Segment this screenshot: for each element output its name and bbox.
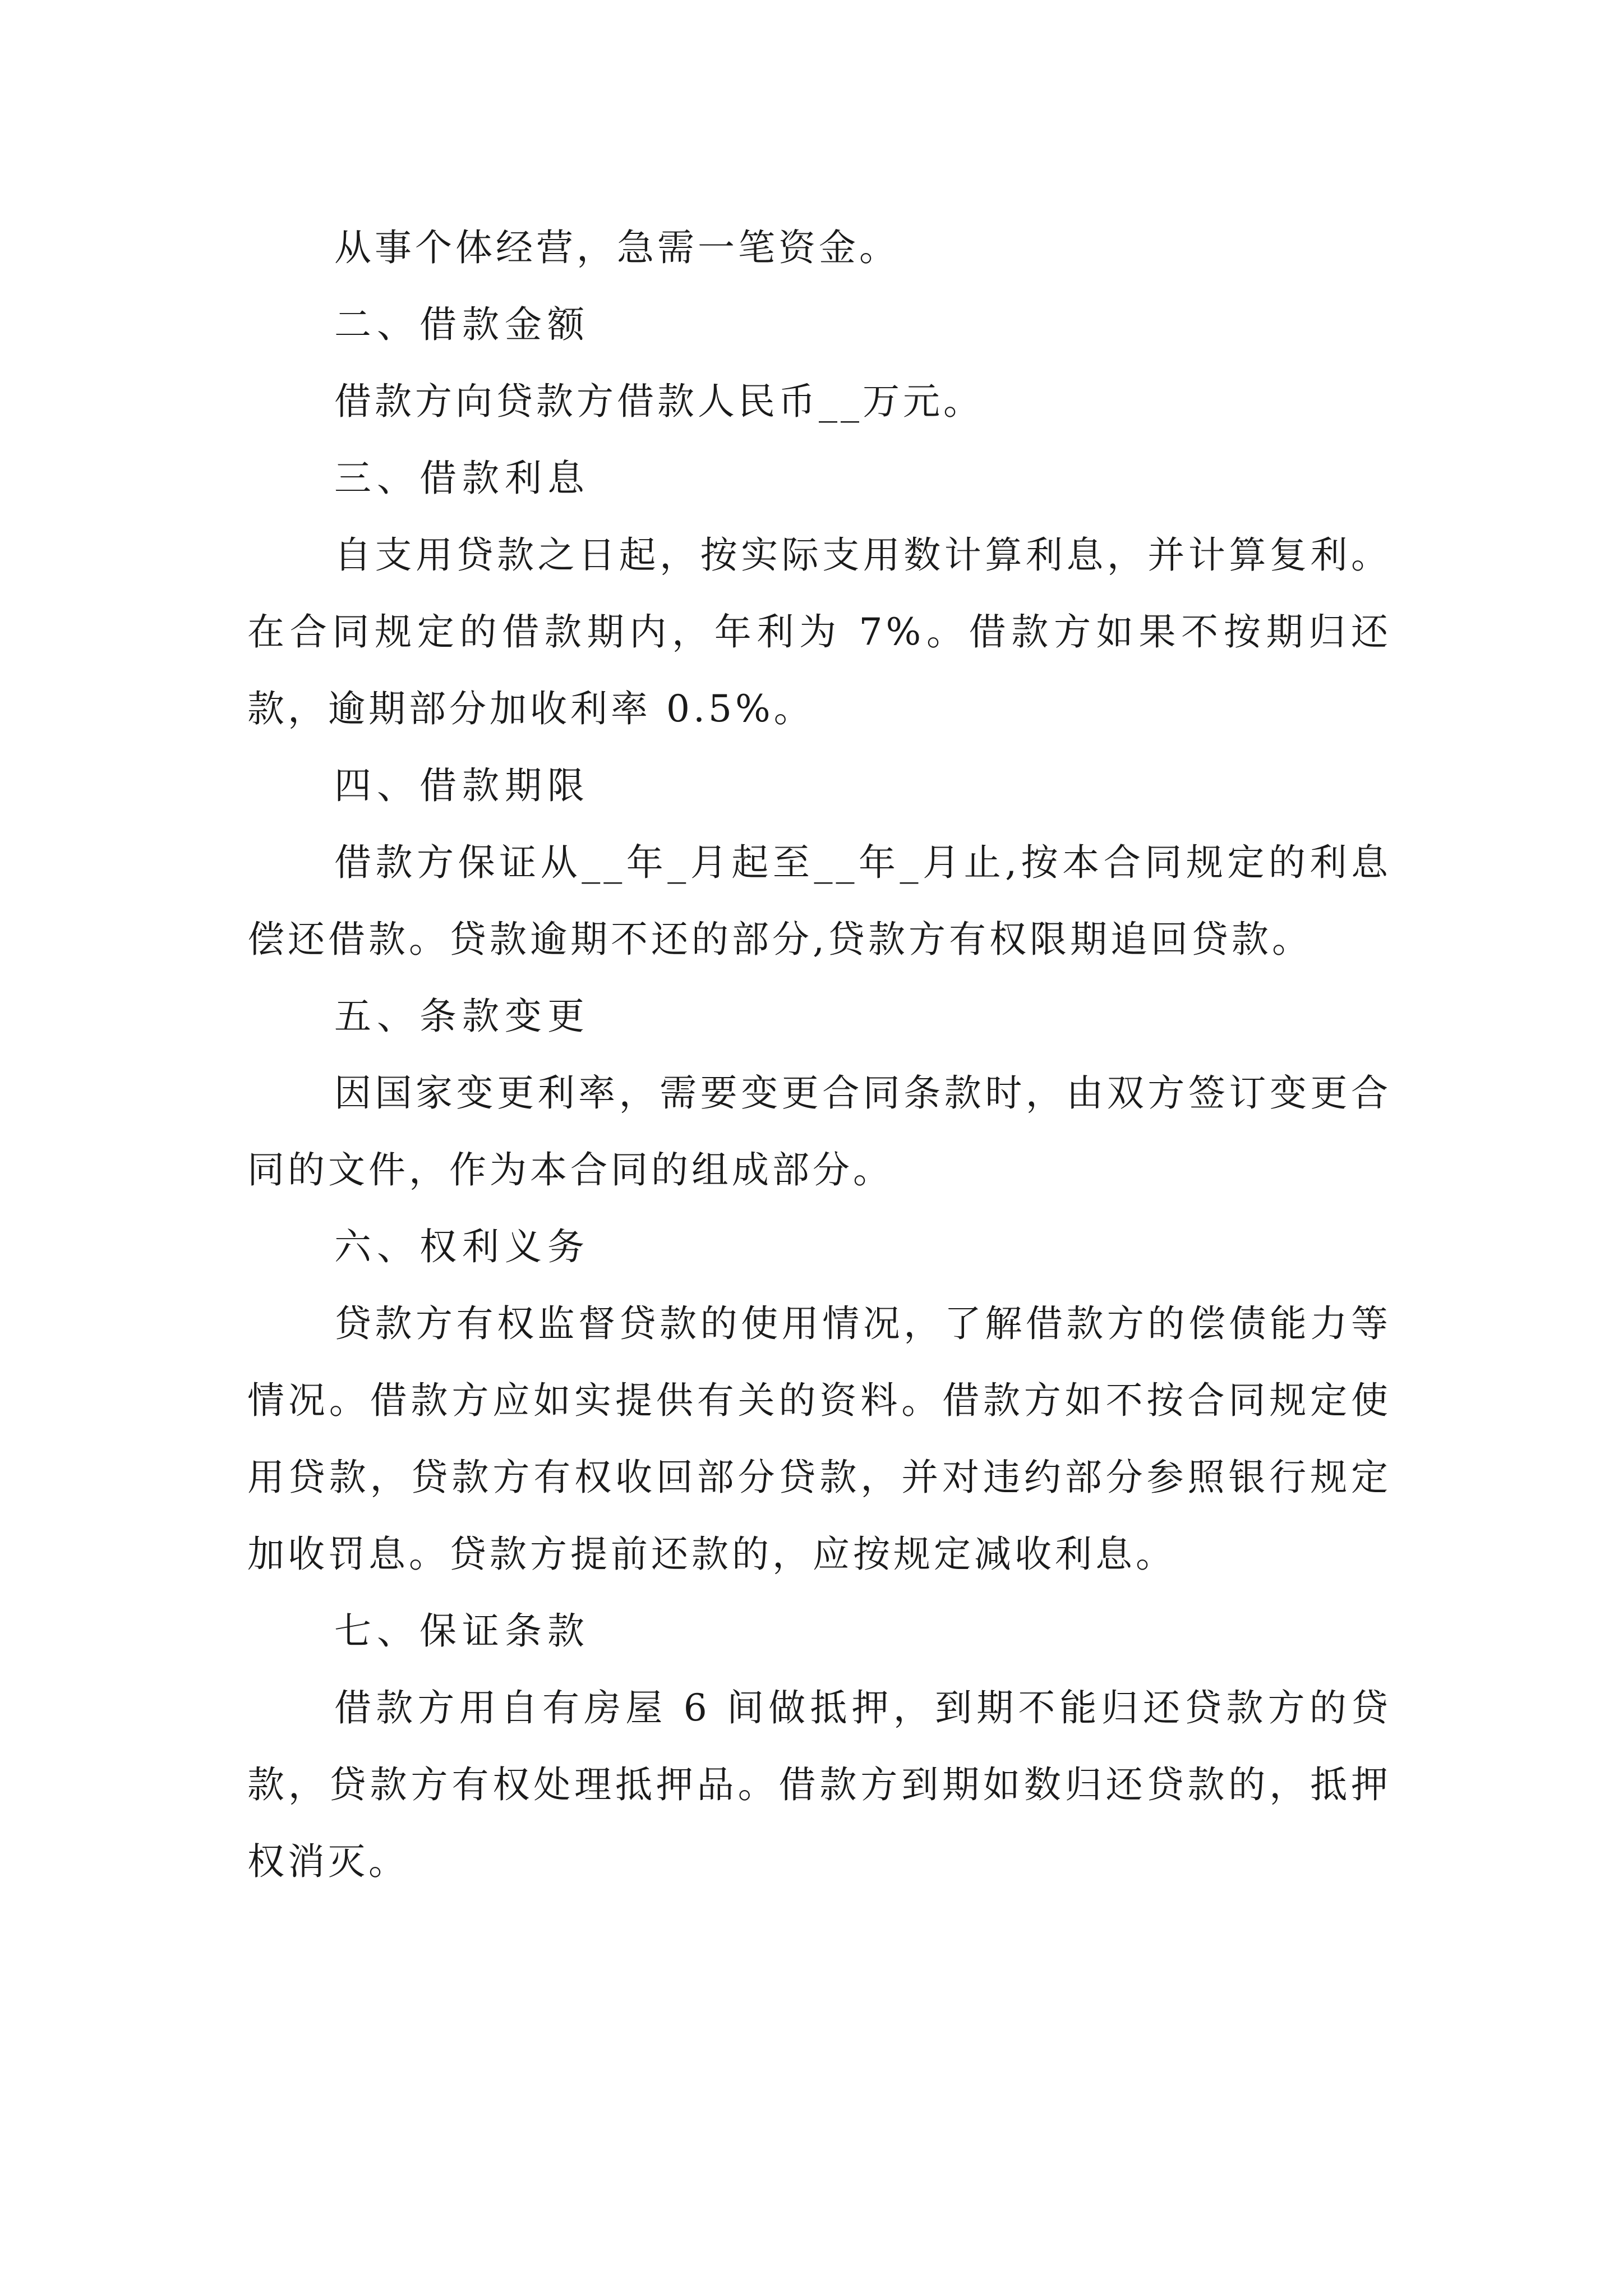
paragraph-loan-amount: 借款方向贷款方借款人民币__万元。 bbox=[334, 380, 984, 423]
section-heading-guarantee: 七、保证条款 bbox=[334, 1609, 590, 1653]
section-heading-interest: 三、借款利息 bbox=[334, 457, 590, 500]
section-heading-loan-amount: 二、借款金额 bbox=[334, 303, 590, 346]
section-heading-clause-change: 五、条款变更 bbox=[334, 995, 590, 1038]
section-heading-loan-term: 四、借款期限 bbox=[334, 764, 590, 807]
paragraph-clause-change: 因国家变更利率，需要变更合同条款时，由双方签订变更合同的文件，作为本合同的组成部分。 bbox=[247, 1071, 1391, 1191]
paragraph-rights-obligations: 贷款方有权监督贷款的使用情况，了解借款方的偿债能力等情况。借款方应如实提供有关的资料。借款方如不按合同规定使用贷款，贷款方有权收回部分贷款，并对违约部分参照银行规定加收罚息。贷款方提前还款的，应按规定减收利息。 bbox=[247, 1302, 1391, 1576]
paragraph-purpose: 从事个体经营，急需一笔资金。 bbox=[334, 226, 900, 269]
paragraph-guarantee: 借款方用自有房屋 6 间做抵押，到期不能归还贷款方的贷款，贷款方有权处理抵押品。借款方到期如数归还贷款的，抵押权消灭。 bbox=[247, 1686, 1391, 1883]
document-page bbox=[247, 209, 1391, 1900]
paragraph-loan-term: 借款方保证从__年_月起至__年_月止,按本合同规定的利息偿还借款。贷款逾期不还的部分,贷款方有权限期追回贷款。 bbox=[247, 841, 1391, 961]
section-heading-rights-obligations: 六、权利义务 bbox=[334, 1225, 590, 1268]
paragraph-interest: 自支用贷款之日起，按实际支用数计算利息，并计算复利。在合同规定的借款期内，年利为 7%。借款方如果不按期归还款，逾期部分加收利率 0.5%。 bbox=[247, 533, 1391, 730]
